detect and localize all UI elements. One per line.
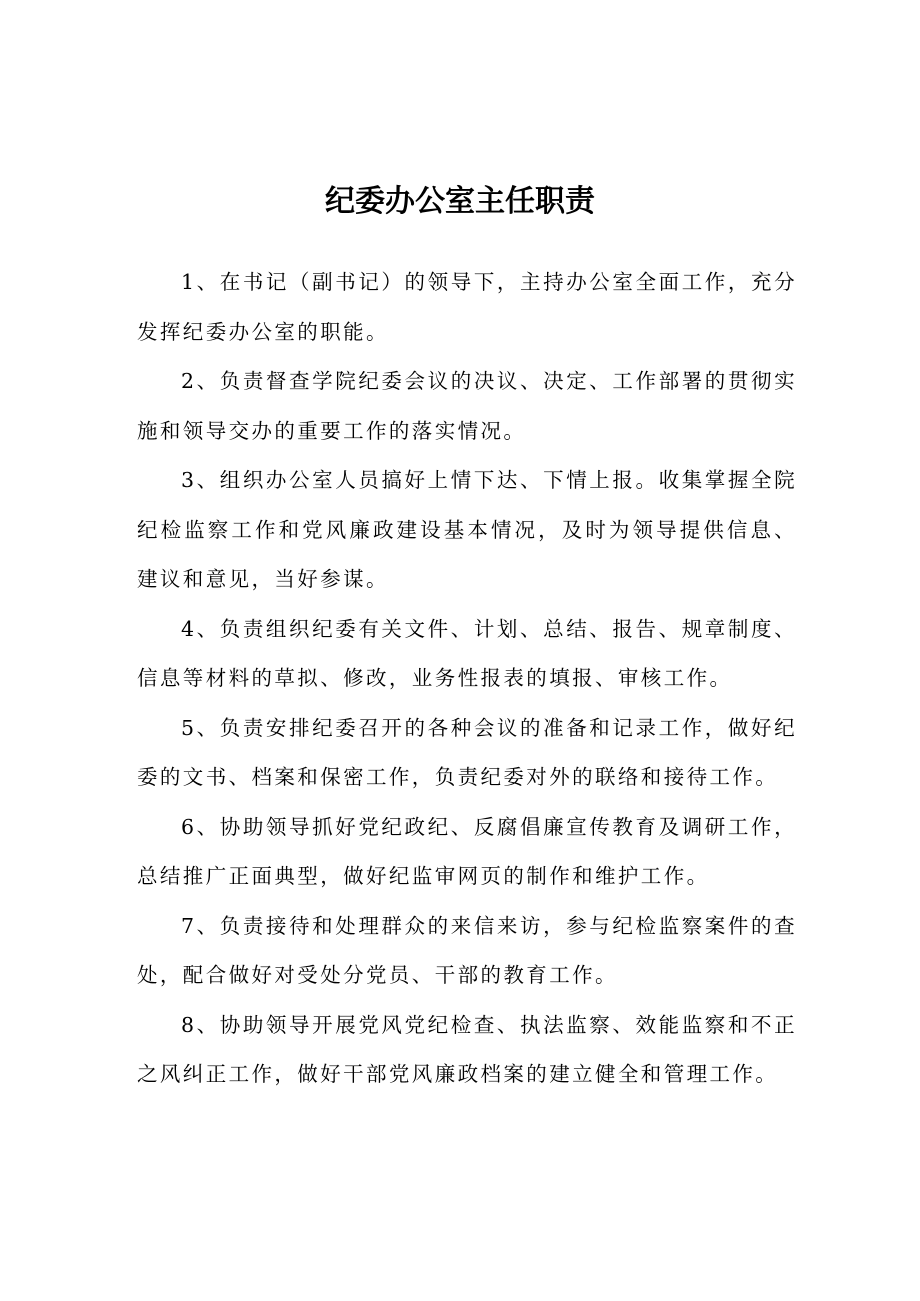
duty-paragraph-2: 2、负责督查学院纪委会议的决议、决定、工作部署的贯彻实施和领导交办的重要工作的落实情况。 (137, 369, 797, 443)
duty-paragraph-3: 3、组织办公室人员搞好上情下达、下情上报。收集掌握全院纪检监察工作和党风廉政建设基本情况，及时为领导提供信息、建议和意见，当好参谋。 (137, 468, 797, 591)
document-title: 纪委办公室主任职责 (325, 184, 595, 219)
duty-paragraph-4: 4、负责组织纪委有关文件、计划、总结、报告、规章制度、信息等材料的草拟、修改，业务性报表的填报、审核工作。 (137, 616, 797, 690)
duty-paragraph-7: 7、负责接待和处理群众的来信来访，参与纪检监察案件的查处，配合做好对受处分党员、干部的教育工作。 (137, 913, 797, 987)
document-body (137, 258, 797, 1100)
duty-paragraph-1: 1、在书记（副书记）的领导下，主持办公室全面工作，充分发挥纪委办公室的职能。 (137, 270, 797, 344)
duty-paragraph-8: 8、协助领导开展党风党纪检查、执法监察、效能监察和不正之风纠正工作，做好干部党风廉政档案的建立健全和管理工作。 (137, 1012, 797, 1086)
duty-paragraph-6: 6、协助领导抓好党纪政纪、反腐倡廉宣传教育及调研工作，总结推广正面典型，做好纪监审网页的制作和维护工作。 (137, 814, 797, 888)
duty-paragraph-5: 5、负责安排纪委召开的各种会议的准备和记录工作，做好纪委的文书、档案和保密工作，负责纪委对外的联络和接待工作。 (137, 715, 797, 789)
